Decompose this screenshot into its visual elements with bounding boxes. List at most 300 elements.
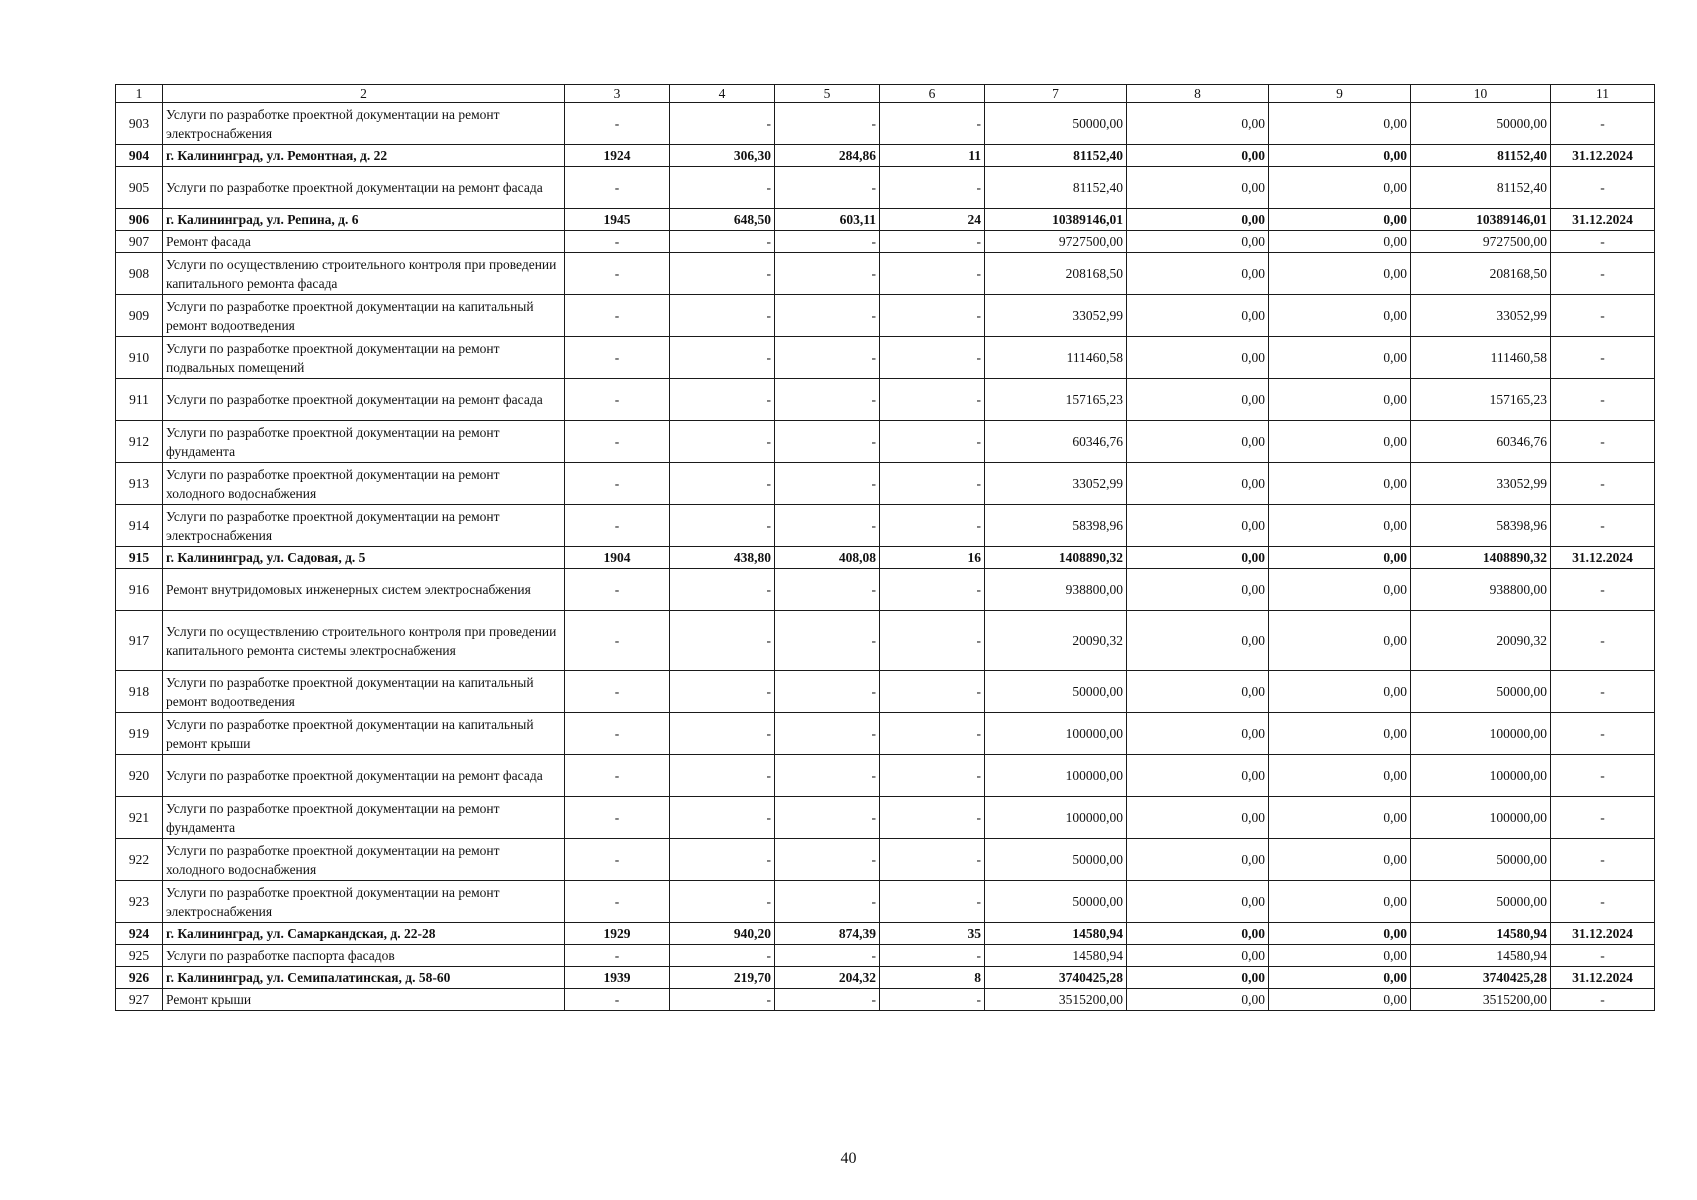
cell-residents: - (880, 797, 985, 839)
page-number: 40 (840, 1150, 857, 1167)
cell-description: г. Калининград, ул. Семипалатинская, д. 58-60 (163, 967, 565, 989)
cell-residents: - (880, 103, 985, 145)
cell-residents: - (880, 569, 985, 611)
cell-area-living: - (775, 379, 880, 421)
address-row (116, 209, 1655, 231)
cell-year: - (565, 253, 670, 295)
cell-cost-fund-a: 0,00 (1127, 989, 1269, 1011)
cell-description: г. Калининград, ул. Садовая, д. 5 (163, 547, 565, 569)
cell-cost-owners: 157165,23 (1411, 379, 1551, 421)
cell-description: Услуги по разработке проектной документации на ремонт фасада (163, 379, 565, 421)
cell-cost-owners: 111460,58 (1411, 337, 1551, 379)
cell-cost-fund-a: 0,00 (1127, 505, 1269, 547)
cell-area-total: - (670, 797, 775, 839)
cell-row-number: 920 (116, 755, 163, 797)
cell-area-living: - (775, 881, 880, 923)
cell-deadline: - (1551, 881, 1655, 923)
cell-cost-fund-b: 0,00 (1269, 839, 1411, 881)
cell-cost-owners: 81152,40 (1411, 145, 1551, 167)
cell-cost-total: 208168,50 (985, 253, 1127, 295)
cell-area-living: - (775, 463, 880, 505)
cell-area-total: - (670, 421, 775, 463)
cell-deadline: - (1551, 569, 1655, 611)
cell-cost-total: 33052,99 (985, 463, 1127, 505)
cell-row-number: 914 (116, 505, 163, 547)
cell-residents: - (880, 989, 985, 1011)
cell-row-number: 912 (116, 421, 163, 463)
address-row (116, 145, 1655, 167)
cell-residents: - (880, 379, 985, 421)
cell-cost-total: 157165,23 (985, 379, 1127, 421)
cell-description: Услуги по разработке проектной документации на ремонт фундамента (163, 797, 565, 839)
table-row (116, 421, 1655, 463)
table-body (116, 85, 1655, 1011)
cell-cost-fund-b: 0,00 (1269, 253, 1411, 295)
cell-year: - (565, 421, 670, 463)
cell-cost-total: 58398,96 (985, 505, 1127, 547)
cell-cost-owners: 100000,00 (1411, 755, 1551, 797)
cell-row-number: 927 (116, 989, 163, 1011)
cell-cost-fund-a: 0,00 (1127, 253, 1269, 295)
cell-cost-total: 111460,58 (985, 337, 1127, 379)
cell-cost-owners: 1408890,32 (1411, 547, 1551, 569)
cell-cost-owners: 14580,94 (1411, 923, 1551, 945)
cell-residents: - (880, 945, 985, 967)
cell-year: - (565, 671, 670, 713)
cell-cost-total: 9727500,00 (985, 231, 1127, 253)
cell-row-number: 923 (116, 881, 163, 923)
cell-cost-owners: 50000,00 (1411, 881, 1551, 923)
cell-area-total: - (670, 713, 775, 755)
cell-year: - (565, 167, 670, 209)
cell-cost-fund-a: 0,00 (1127, 295, 1269, 337)
cell-description: Ремонт крыши (163, 989, 565, 1011)
table-row (116, 231, 1655, 253)
cell-area-living: - (775, 755, 880, 797)
cell-description: Услуги по разработке проектной документации на ремонт электроснабжения (163, 103, 565, 145)
cell-year: 1924 (565, 145, 670, 167)
cell-area-living: - (775, 103, 880, 145)
cell-area-living: - (775, 231, 880, 253)
cell-area-total: 438,80 (670, 547, 775, 569)
cell-cost-fund-b: 0,00 (1269, 337, 1411, 379)
table-row (116, 505, 1655, 547)
cell-cost-total: 50000,00 (985, 103, 1127, 145)
cell-cost-fund-a: 0,00 (1127, 611, 1269, 671)
cell-cost-total: 1408890,32 (985, 547, 1127, 569)
cell-description: Услуги по осуществлению строительного контроля при проведении капитального ремонта системы электроснабжения (163, 611, 565, 671)
table-row (116, 989, 1655, 1011)
cell-cost-fund-b: 0,00 (1269, 167, 1411, 209)
table-row (116, 881, 1655, 923)
table-row (116, 167, 1655, 209)
cell-description: Услуги по разработке проектной документации на капитальный ремонт водоотведения (163, 295, 565, 337)
cell-cost-fund-b: 0,00 (1269, 881, 1411, 923)
cell-deadline: - (1551, 103, 1655, 145)
cell-description: Услуги по осуществлению строительного контроля при проведении капитального ремонта фасада (163, 253, 565, 295)
cell-cost-total: 14580,94 (985, 923, 1127, 945)
cell-cost-owners: 20090,32 (1411, 611, 1551, 671)
cell-cost-fund-b: 0,00 (1269, 103, 1411, 145)
cell-cost-owners: 33052,99 (1411, 295, 1551, 337)
cell-year: - (565, 505, 670, 547)
cell-cost-fund-a: 0,00 (1127, 797, 1269, 839)
cell-cost-total: 10389146,01 (985, 209, 1127, 231)
cell-year: - (565, 945, 670, 967)
cell-area-living: - (775, 253, 880, 295)
column-header: 11 (1551, 85, 1655, 103)
cell-area-living: - (775, 505, 880, 547)
cell-cost-owners: 3740425,28 (1411, 967, 1551, 989)
cell-year: - (565, 611, 670, 671)
cell-area-total: 219,70 (670, 967, 775, 989)
cell-year: - (565, 379, 670, 421)
cell-deadline: 31.12.2024 (1551, 209, 1655, 231)
cell-area-living: - (775, 337, 880, 379)
cell-row-number: 915 (116, 547, 163, 569)
cell-description: Ремонт фасада (163, 231, 565, 253)
cell-area-total: - (670, 167, 775, 209)
cell-cost-fund-b: 0,00 (1269, 421, 1411, 463)
cell-deadline: 31.12.2024 (1551, 967, 1655, 989)
cell-deadline: - (1551, 253, 1655, 295)
cell-area-living: 603,11 (775, 209, 880, 231)
cell-cost-fund-b: 0,00 (1269, 295, 1411, 337)
cell-cost-total: 33052,99 (985, 295, 1127, 337)
cell-area-living: 408,08 (775, 547, 880, 569)
cell-area-total: - (670, 881, 775, 923)
cell-year: - (565, 231, 670, 253)
cell-residents: - (880, 167, 985, 209)
cell-area-living: - (775, 797, 880, 839)
cell-row-number: 910 (116, 337, 163, 379)
cell-description: Услуги по разработке проектной документации на ремонт электроснабжения (163, 881, 565, 923)
cell-cost-owners: 10389146,01 (1411, 209, 1551, 231)
cell-deadline: - (1551, 839, 1655, 881)
cell-cost-fund-b: 0,00 (1269, 505, 1411, 547)
cell-cost-fund-a: 0,00 (1127, 547, 1269, 569)
cell-residents: - (880, 881, 985, 923)
cell-residents: - (880, 671, 985, 713)
cell-cost-owners: 60346,76 (1411, 421, 1551, 463)
cell-area-total: - (670, 337, 775, 379)
cell-residents: - (880, 611, 985, 671)
cell-area-total: - (670, 989, 775, 1011)
header-row (116, 85, 1655, 103)
cell-row-number: 925 (116, 945, 163, 967)
cell-cost-fund-a: 0,00 (1127, 379, 1269, 421)
cell-cost-owners: 50000,00 (1411, 671, 1551, 713)
cell-deadline: - (1551, 797, 1655, 839)
cell-row-number: 919 (116, 713, 163, 755)
cell-cost-fund-b: 0,00 (1269, 671, 1411, 713)
cell-residents: 8 (880, 967, 985, 989)
cell-year: 1945 (565, 209, 670, 231)
table-row (116, 569, 1655, 611)
cell-year: - (565, 839, 670, 881)
register-table (115, 84, 1655, 1011)
table-row (116, 945, 1655, 967)
cell-description: г. Калининград, ул. Ремонтная, д. 22 (163, 145, 565, 167)
cell-residents: 24 (880, 209, 985, 231)
cell-area-living: - (775, 611, 880, 671)
cell-cost-fund-a: 0,00 (1127, 967, 1269, 989)
cell-row-number: 926 (116, 967, 163, 989)
cell-cost-fund-b: 0,00 (1269, 145, 1411, 167)
cell-cost-fund-b: 0,00 (1269, 611, 1411, 671)
cell-cost-fund-b: 0,00 (1269, 547, 1411, 569)
column-header: 9 (1269, 85, 1411, 103)
cell-row-number: 918 (116, 671, 163, 713)
cell-cost-total: 81152,40 (985, 167, 1127, 209)
cell-deadline: - (1551, 337, 1655, 379)
cell-cost-total: 3515200,00 (985, 989, 1127, 1011)
cell-cost-total: 14580,94 (985, 945, 1127, 967)
cell-cost-owners: 58398,96 (1411, 505, 1551, 547)
cell-row-number: 905 (116, 167, 163, 209)
table-row (116, 755, 1655, 797)
cell-deadline: - (1551, 167, 1655, 209)
table-row (116, 797, 1655, 839)
cell-row-number: 907 (116, 231, 163, 253)
cell-cost-fund-a: 0,00 (1127, 167, 1269, 209)
cell-deadline: - (1551, 713, 1655, 755)
table-row (116, 671, 1655, 713)
table-row (116, 295, 1655, 337)
cell-deadline: - (1551, 505, 1655, 547)
cell-area-living: - (775, 421, 880, 463)
cell-deadline: - (1551, 671, 1655, 713)
cell-cost-fund-b: 0,00 (1269, 967, 1411, 989)
cell-cost-owners: 3515200,00 (1411, 989, 1551, 1011)
cell-year: - (565, 337, 670, 379)
cell-cost-total: 3740425,28 (985, 967, 1127, 989)
cell-cost-fund-a: 0,00 (1127, 923, 1269, 945)
column-header: 4 (670, 85, 775, 103)
cell-year: - (565, 463, 670, 505)
cell-cost-fund-b: 0,00 (1269, 945, 1411, 967)
cell-row-number: 921 (116, 797, 163, 839)
column-header: 3 (565, 85, 670, 103)
cell-cost-fund-b: 0,00 (1269, 463, 1411, 505)
cell-row-number: 903 (116, 103, 163, 145)
cell-area-total: 306,30 (670, 145, 775, 167)
cell-cost-total: 938800,00 (985, 569, 1127, 611)
cell-cost-fund-b: 0,00 (1269, 755, 1411, 797)
cell-description: Услуги по разработке проектной документации на ремонт холодного водоснабжения (163, 463, 565, 505)
column-header: 6 (880, 85, 985, 103)
cell-cost-fund-b: 0,00 (1269, 797, 1411, 839)
cell-cost-owners: 81152,40 (1411, 167, 1551, 209)
cell-description: Услуги по разработке проектной документации на ремонт холодного водоснабжения (163, 839, 565, 881)
cell-description: г. Калининград, ул. Самаркандская, д. 22-28 (163, 923, 565, 945)
cell-area-total: - (670, 839, 775, 881)
cell-cost-fund-a: 0,00 (1127, 671, 1269, 713)
column-header: 7 (985, 85, 1127, 103)
cell-residents: - (880, 713, 985, 755)
cell-deadline: - (1551, 611, 1655, 671)
cell-row-number: 904 (116, 145, 163, 167)
cell-area-living: - (775, 989, 880, 1011)
cell-area-living: - (775, 839, 880, 881)
table-row (116, 379, 1655, 421)
address-row (116, 547, 1655, 569)
cell-area-total: - (670, 295, 775, 337)
cell-year: - (565, 713, 670, 755)
cell-area-living: - (775, 569, 880, 611)
address-row (116, 923, 1655, 945)
cell-area-living: - (775, 167, 880, 209)
cell-area-living: 284,86 (775, 145, 880, 167)
cell-cost-total: 50000,00 (985, 839, 1127, 881)
cell-row-number: 913 (116, 463, 163, 505)
cell-deadline: 31.12.2024 (1551, 547, 1655, 569)
cell-row-number: 908 (116, 253, 163, 295)
cell-cost-owners: 100000,00 (1411, 713, 1551, 755)
cell-cost-fund-a: 0,00 (1127, 103, 1269, 145)
cell-cost-owners: 9727500,00 (1411, 231, 1551, 253)
cell-cost-fund-b: 0,00 (1269, 923, 1411, 945)
cell-area-total: - (670, 103, 775, 145)
cell-area-total: - (670, 611, 775, 671)
cell-deadline: - (1551, 295, 1655, 337)
cell-cost-total: 20090,32 (985, 611, 1127, 671)
cell-cost-owners: 208168,50 (1411, 253, 1551, 295)
cell-cost-fund-a: 0,00 (1127, 209, 1269, 231)
cell-residents: 11 (880, 145, 985, 167)
table-row (116, 337, 1655, 379)
cell-area-living: - (775, 671, 880, 713)
column-header: 10 (1411, 85, 1551, 103)
cell-area-living: - (775, 713, 880, 755)
cell-row-number: 917 (116, 611, 163, 671)
cell-row-number: 911 (116, 379, 163, 421)
cell-year: 1904 (565, 547, 670, 569)
cell-cost-fund-a: 0,00 (1127, 755, 1269, 797)
cell-residents: - (880, 421, 985, 463)
cell-deadline: - (1551, 755, 1655, 797)
cell-residents: 35 (880, 923, 985, 945)
cell-year: - (565, 989, 670, 1011)
cell-description: Услуги по разработке проектной документации на ремонт подвальных помещений (163, 337, 565, 379)
cell-row-number: 906 (116, 209, 163, 231)
cell-cost-owners: 50000,00 (1411, 103, 1551, 145)
cell-residents: - (880, 839, 985, 881)
cell-cost-fund-b: 0,00 (1269, 989, 1411, 1011)
cell-residents: - (880, 755, 985, 797)
cell-cost-fund-b: 0,00 (1269, 379, 1411, 421)
cell-year: - (565, 797, 670, 839)
cell-residents: - (880, 337, 985, 379)
cell-residents: - (880, 295, 985, 337)
cell-cost-fund-b: 0,00 (1269, 231, 1411, 253)
cell-area-total: - (670, 463, 775, 505)
cell-cost-fund-a: 0,00 (1127, 421, 1269, 463)
cell-cost-fund-a: 0,00 (1127, 839, 1269, 881)
cell-year: - (565, 295, 670, 337)
cell-description: Услуги по разработке проектной документации на ремонт фундамента (163, 421, 565, 463)
cell-description: Ремонт внутридомовых инженерных систем электроснабжения (163, 569, 565, 611)
column-header: 2 (163, 85, 565, 103)
cell-year: - (565, 755, 670, 797)
cell-deadline: - (1551, 463, 1655, 505)
table-row (116, 103, 1655, 145)
cell-area-total: - (670, 505, 775, 547)
cell-deadline: 31.12.2024 (1551, 145, 1655, 167)
cell-area-total: - (670, 231, 775, 253)
cell-residents: - (880, 463, 985, 505)
cell-row-number: 922 (116, 839, 163, 881)
cell-year: - (565, 569, 670, 611)
cell-area-total: 648,50 (670, 209, 775, 231)
cell-deadline: - (1551, 989, 1655, 1011)
cell-cost-owners: 100000,00 (1411, 797, 1551, 839)
cell-deadline: - (1551, 231, 1655, 253)
cell-cost-fund-a: 0,00 (1127, 337, 1269, 379)
cell-deadline: - (1551, 421, 1655, 463)
cell-year: 1939 (565, 967, 670, 989)
cell-cost-total: 81152,40 (985, 145, 1127, 167)
cell-area-total: - (670, 569, 775, 611)
cell-cost-total: 100000,00 (985, 797, 1127, 839)
cell-area-total: 940,20 (670, 923, 775, 945)
cell-area-total: - (670, 945, 775, 967)
cell-cost-fund-b: 0,00 (1269, 569, 1411, 611)
cell-description: Услуги по разработке проектной документации на ремонт фасада (163, 755, 565, 797)
cell-description: Услуги по разработке проектной документации на капитальный ремонт водоотведения (163, 671, 565, 713)
cell-deadline: - (1551, 379, 1655, 421)
cell-description: Услуги по разработке проектной документации на капитальный ремонт крыши (163, 713, 565, 755)
cell-cost-fund-a: 0,00 (1127, 231, 1269, 253)
cell-year: - (565, 881, 670, 923)
cell-year: - (565, 103, 670, 145)
cell-cost-owners: 938800,00 (1411, 569, 1551, 611)
cell-row-number: 916 (116, 569, 163, 611)
cell-area-total: - (670, 379, 775, 421)
cell-residents: - (880, 253, 985, 295)
cell-cost-fund-a: 0,00 (1127, 945, 1269, 967)
table-row (116, 611, 1655, 671)
cell-residents: 16 (880, 547, 985, 569)
cell-cost-total: 50000,00 (985, 881, 1127, 923)
cell-description: Услуги по разработке проектной документации на ремонт фасада (163, 167, 565, 209)
cell-row-number: 924 (116, 923, 163, 945)
table-row (116, 253, 1655, 295)
cell-cost-total: 100000,00 (985, 713, 1127, 755)
cell-cost-owners: 33052,99 (1411, 463, 1551, 505)
cell-description: Услуги по разработке паспорта фасадов (163, 945, 565, 967)
column-header: 8 (1127, 85, 1269, 103)
cell-residents: - (880, 505, 985, 547)
address-row (116, 967, 1655, 989)
column-header: 5 (775, 85, 880, 103)
cell-cost-total: 100000,00 (985, 755, 1127, 797)
cell-area-living: 874,39 (775, 923, 880, 945)
cell-description: Услуги по разработке проектной документации на ремонт электроснабжения (163, 505, 565, 547)
cell-cost-fund-b: 0,00 (1269, 209, 1411, 231)
cell-area-living: - (775, 295, 880, 337)
table-row (116, 463, 1655, 505)
cell-cost-fund-a: 0,00 (1127, 145, 1269, 167)
column-header: 1 (116, 85, 163, 103)
cell-area-total: - (670, 671, 775, 713)
cell-area-living: 204,32 (775, 967, 880, 989)
cell-cost-fund-a: 0,00 (1127, 463, 1269, 505)
cell-year: 1929 (565, 923, 670, 945)
cell-cost-fund-a: 0,00 (1127, 713, 1269, 755)
cell-description: г. Калининград, ул. Репина, д. 6 (163, 209, 565, 231)
table-row (116, 713, 1655, 755)
